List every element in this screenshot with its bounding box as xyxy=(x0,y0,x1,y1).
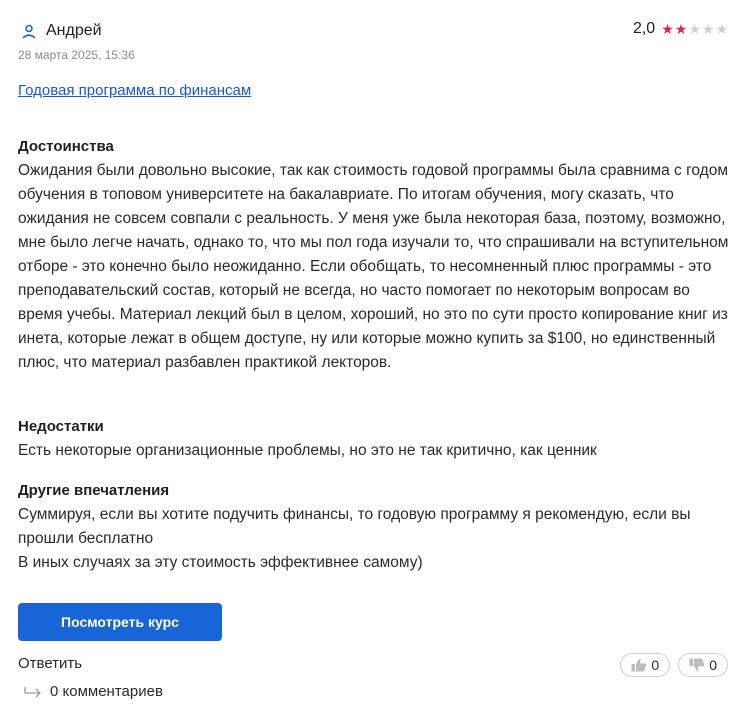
other-section xyxy=(18,482,730,575)
review-date: 28 марта 2025, 15:36 xyxy=(18,48,135,62)
cons-text: Есть некоторые организационные проблемы, но это не так критично, как ценник xyxy=(18,442,597,459)
author-name: Андрей xyxy=(46,22,102,39)
pros-title: Достоинства xyxy=(18,138,114,155)
like-button[interactable] xyxy=(620,653,670,677)
other-title: Другие впечатления xyxy=(18,482,170,499)
thumbs-down-icon xyxy=(689,658,705,672)
star-icon: ★ xyxy=(715,21,728,37)
vote-buttons xyxy=(620,653,728,677)
comments-toggle[interactable] xyxy=(24,683,163,700)
like-count: 0 xyxy=(651,657,660,673)
dislike-button[interactable] xyxy=(678,653,728,677)
user-icon xyxy=(18,20,40,42)
dislike-count: 0 xyxy=(709,657,717,673)
pros-text: Ожидания были довольно высокие, так как стоимость годовой программы была сравнима с годом обучения в топовом университете на бакалавриате. По итогам обучения, могу сказать, что ожидания не совсем совпали с реальность. У меня уже была некоторая база, поэтому, возможно, мне было легче начать, однако то, что мы пол года изучали то, что спрашивали на вступительном отборе - это конечно было неожиданно. Если обобщать, то несомненный плюс программы - это преподавательский состав, который не всегда, но часто помогает по некоторым вопросам во время учебы. Материал лекций был в целом, хороший, но это по сути просто копирование книг из инета, которые лежат в общем доступе, ну или которые можно купить за $100, но единственный плюс, что материал разбавлен практикой лекторов. xyxy=(18,162,729,371)
course-link[interactable]: Годовая программа по финансам xyxy=(18,82,252,99)
comments-count: 0 комментариев xyxy=(50,683,163,700)
rating-stars xyxy=(661,22,728,36)
cons-title: Недостатки xyxy=(18,418,104,435)
pros-section xyxy=(18,138,730,375)
star-icon: ★ xyxy=(701,21,715,37)
rating xyxy=(633,20,728,38)
other-text: Суммируя, если вы хотите подучить финансы, то годовую программу я рекомендую, если вы прошли бесплатно В иных случаях за эту стоимость эффективнее самому) xyxy=(18,506,691,571)
reply-arrow-icon xyxy=(24,686,42,698)
thumbs-up-icon xyxy=(631,658,647,672)
rating-value: 2,0 xyxy=(632,20,656,37)
view-course-button[interactable]: Посмотреть курс xyxy=(18,603,222,641)
cons-section xyxy=(18,418,730,463)
star-icon: ★ xyxy=(674,21,688,37)
star-icon: ★ xyxy=(688,21,701,37)
reply-link[interactable]: Ответить xyxy=(18,655,83,672)
star-icon: ★ xyxy=(661,21,674,37)
review-header xyxy=(18,18,728,68)
author-row xyxy=(18,18,728,44)
